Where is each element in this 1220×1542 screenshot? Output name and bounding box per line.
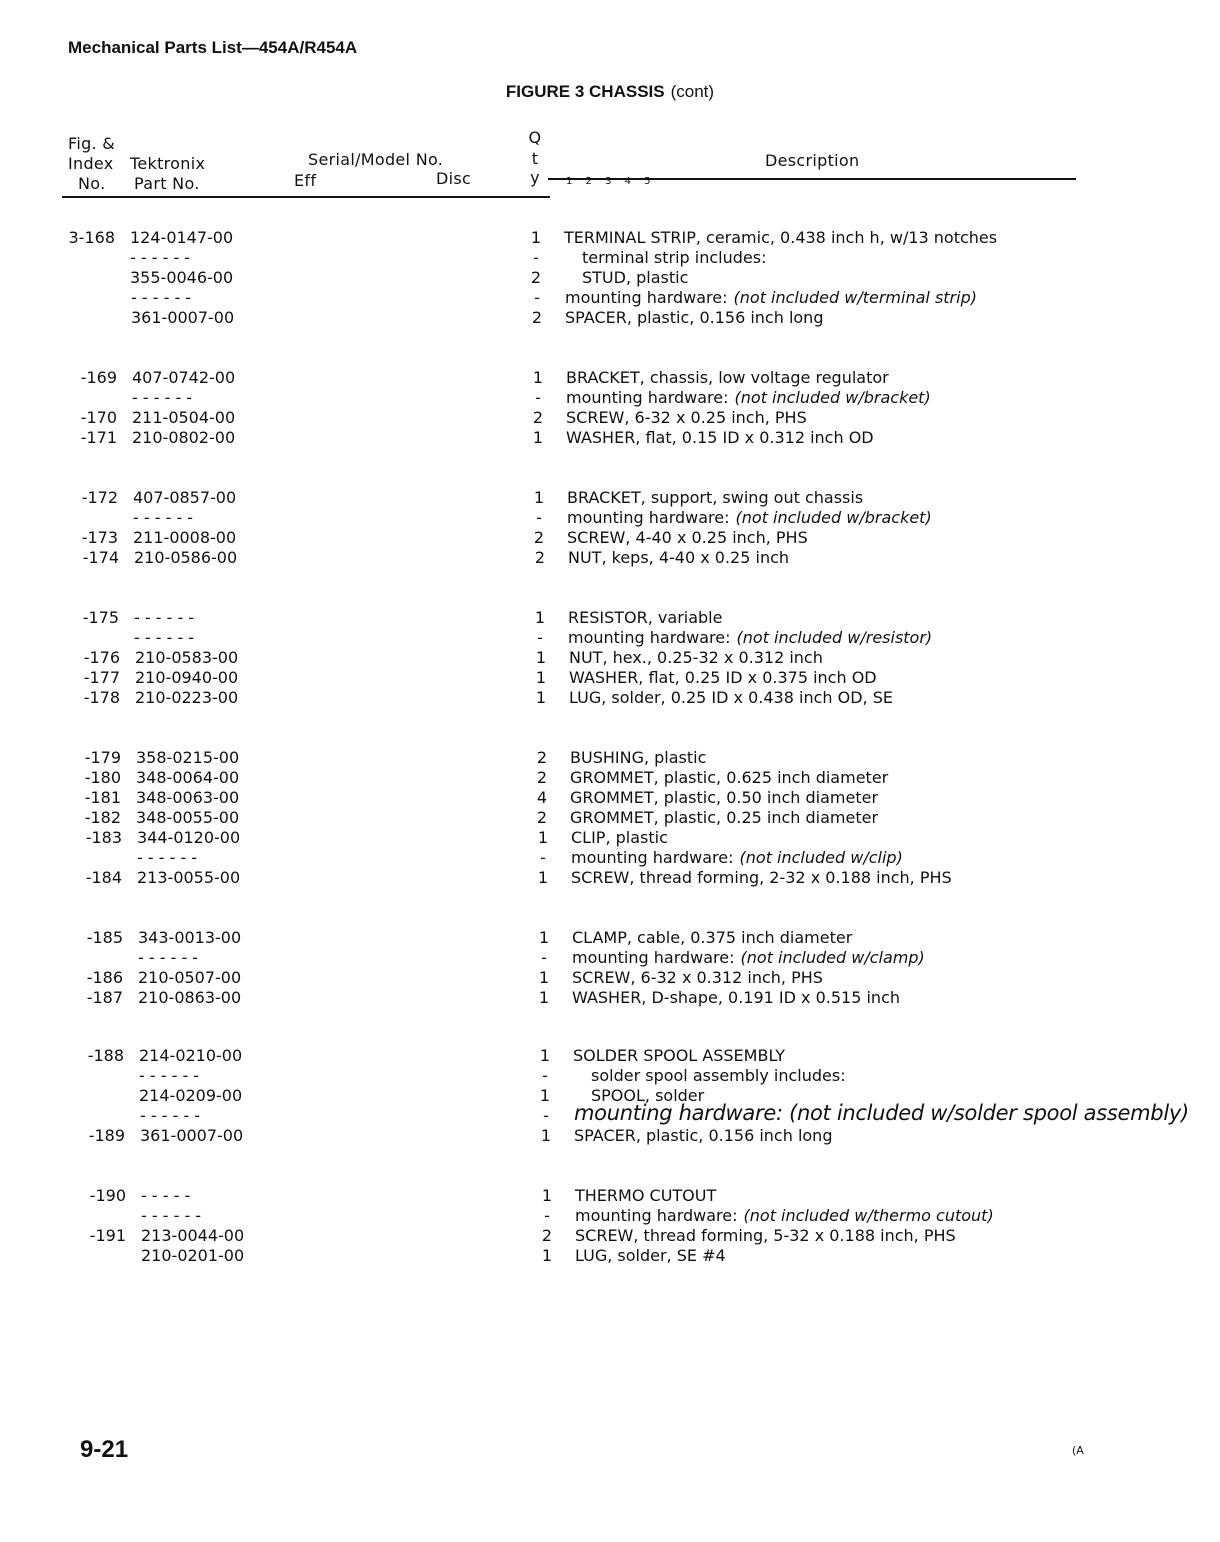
row-description-text: mounting hardware: (572, 948, 735, 967)
row-description-text: NUT, keps, 4-40 x 0.25 inch (568, 548, 790, 567)
table-row (0, 648, 1220, 668)
row-quantity: 1 (532, 428, 544, 447)
row-index: -182 (84, 808, 121, 827)
row-quantity: - (543, 1106, 549, 1125)
row-description-text: SOLDER SPOOL ASSEMBLY (573, 1046, 785, 1065)
row-part-number: 407-0742-00 (132, 368, 236, 387)
header-qty-y: y (530, 168, 540, 187)
row-description-text: GROMMET, plastic, 0.625 inch diameter (570, 768, 889, 787)
row-part-number: 210-0201-00 (141, 1246, 245, 1265)
row-description (571, 848, 903, 868)
row-description-text: BRACKET, chassis, low voltage regulator (566, 368, 889, 387)
row-quantity: 1 (539, 1086, 551, 1105)
row-index: -187 (86, 988, 123, 1007)
row-quantity: - (534, 288, 540, 307)
header-eff: Eff (294, 171, 317, 190)
row-description (566, 368, 889, 388)
row-index: -183 (85, 828, 122, 847)
row-quantity: 1 (535, 648, 547, 667)
row-index: -176 (83, 648, 120, 667)
table-row (0, 528, 1220, 548)
row-index: -175 (82, 608, 119, 627)
table-row (0, 628, 1220, 648)
row-description-text: terminal strip includes: (582, 248, 767, 267)
row-description-text: SCREW, 4-40 x 0.25 inch, PHS (567, 528, 808, 547)
row-index: -189 (88, 1126, 125, 1145)
table-row (0, 1246, 1220, 1266)
table-row (0, 928, 1220, 948)
row-index: -186 (86, 968, 123, 987)
row-quantity: 1 (540, 1126, 552, 1145)
row-part-number: - - - - - (141, 1186, 191, 1205)
row-description-text: GROMMET, plastic, 0.25 inch diameter (570, 808, 879, 827)
row-description (574, 1103, 1189, 1123)
row-description-text: SPACER, plastic, 0.156 inch long (565, 308, 824, 327)
header-part-no: Part No. (134, 174, 200, 193)
row-part-number: 348-0055-00 (136, 808, 240, 827)
table-row (0, 488, 1220, 508)
row-part-number: 358-0215-00 (136, 748, 240, 767)
row-part-number: 361-0007-00 (131, 308, 235, 327)
row-part-number: 210-0583-00 (135, 648, 239, 667)
table-row (0, 948, 1220, 968)
table-row (0, 408, 1220, 428)
row-index: -184 (85, 868, 122, 887)
row-part-number: 213-0055-00 (137, 868, 241, 887)
row-description (573, 1046, 785, 1066)
row-description (571, 868, 952, 888)
row-description (575, 1186, 716, 1206)
row-description (575, 1246, 726, 1266)
table-row (0, 1186, 1220, 1206)
row-description-text: mounting hardware: (not included w/solder spool assembly) (574, 1101, 1189, 1125)
row-quantity: 1 (538, 988, 550, 1007)
row-part-number: 348-0064-00 (136, 768, 240, 787)
row-description (570, 808, 878, 828)
table-row (0, 548, 1220, 568)
header-tektronix: Tektronix (130, 154, 206, 173)
row-description-text: THERMO CUTOUT (575, 1186, 717, 1205)
row-description-text: WASHER, flat, 0.25 ID x 0.375 inch OD (569, 668, 877, 687)
header-rule-left (62, 196, 550, 198)
row-description (569, 648, 823, 668)
table-row (0, 828, 1220, 848)
row-quantity: 1 (533, 488, 545, 507)
row-part-number: - - - - - - (141, 1206, 202, 1225)
row-description (575, 1206, 994, 1226)
table-row (0, 688, 1220, 708)
table-row (0, 268, 1220, 288)
row-index: -173 (81, 528, 118, 547)
row-description (568, 548, 789, 568)
table-row (0, 768, 1220, 788)
row-quantity: 2 (532, 408, 544, 427)
row-description-text: BRACKET, support, swing out chassis (567, 488, 864, 507)
row-description (570, 768, 888, 788)
row-description (567, 488, 863, 508)
row-description-text: SCREW, 6-32 x 0.312 inch, PHS (572, 968, 823, 987)
row-part-number: 407-0857-00 (133, 488, 237, 507)
header-disc: Disc (436, 169, 472, 188)
row-description-text: mounting hardware: (565, 288, 728, 307)
row-quantity: 1 (534, 608, 546, 627)
table-row (0, 968, 1220, 988)
row-part-number: 210-0802-00 (132, 428, 236, 447)
row-description-text: NUT, hex., 0.25-32 x 0.312 inch (569, 648, 823, 667)
row-part-number: 211-0008-00 (133, 528, 237, 547)
row-description (572, 948, 925, 968)
row-part-number: - - - - - - (138, 948, 199, 967)
page-number: 9-21 (80, 1436, 129, 1463)
row-part-number: - - - - - - (132, 388, 193, 407)
row-description (566, 428, 874, 448)
row-part-number: 214-0209-00 (139, 1086, 243, 1105)
row-description-text: solder spool assembly includes: (591, 1066, 846, 1085)
row-quantity: 2 (541, 1226, 553, 1245)
row-description-text: SPOOL, solder (591, 1086, 705, 1105)
row-description-text: SCREW, thread forming, 2-32 x 0.188 inch, PHS (571, 868, 952, 887)
row-description (569, 688, 893, 708)
row-description (572, 968, 823, 988)
row-description-note: (not included w/resistor) (736, 628, 933, 647)
row-quantity: 2 (536, 748, 548, 767)
row-part-number: 210-0940-00 (135, 668, 239, 687)
row-part-number: 348-0063-00 (136, 788, 240, 807)
table-row (0, 668, 1220, 688)
header-qty-t: t (531, 149, 539, 168)
row-part-number: - - - - - - (130, 248, 191, 267)
row-part-number: 355-0046-00 (130, 268, 234, 287)
row-description (572, 928, 852, 948)
figure-title-main: FIGURE 3 CHASSIS (505, 82, 665, 101)
row-index: -169 (80, 368, 117, 387)
row-description-text: SCREW, thread forming, 5-32 x 0.188 inch, PHS (575, 1226, 956, 1245)
row-index: -172 (81, 488, 118, 507)
row-description-note: (not included w/terminal strip) (733, 288, 977, 307)
row-part-number: - - - - - - (137, 848, 198, 867)
row-description-text: LUG, solder, 0.25 ID x 0.438 inch OD, SE (569, 688, 893, 707)
row-part-number: - - - - - - (134, 608, 195, 627)
row-part-number: 124-0147-00 (130, 228, 234, 247)
row-quantity: 1 (532, 368, 544, 387)
row-description (569, 668, 877, 688)
row-description-text: BUSHING, plastic (570, 748, 707, 767)
row-description (582, 268, 688, 288)
row-description-text: STUD, plastic (582, 268, 689, 287)
table-row (0, 868, 1220, 888)
row-description (564, 228, 997, 248)
row-description (575, 1226, 956, 1246)
row-description-note: (not included w/bracket) (735, 508, 932, 527)
row-quantity: 2 (531, 308, 543, 327)
row-index: -179 (84, 748, 121, 767)
row-part-number: 210-0863-00 (138, 988, 242, 1007)
row-description (582, 248, 767, 268)
row-description (570, 748, 706, 768)
row-description-text: SPACER, plastic, 0.156 inch long (574, 1126, 833, 1145)
table-row (0, 388, 1220, 408)
row-description-text: WASHER, flat, 0.15 ID x 0.312 inch OD (566, 428, 874, 447)
row-quantity: - (542, 1066, 548, 1085)
row-description-note: (not included w/clip) (739, 848, 903, 867)
table-row (0, 508, 1220, 528)
row-quantity: 1 (541, 1246, 553, 1265)
row-quantity: - (537, 628, 543, 647)
row-description-text: TERMINAL STRIP, ceramic, 0.438 inch h, w/13 notches (564, 228, 998, 247)
row-description-text: mounting hardware: (568, 628, 731, 647)
row-quantity: 1 (537, 868, 549, 887)
row-index: -190 (89, 1186, 126, 1205)
row-description-note: (not included w/bracket) (734, 388, 931, 407)
row-quantity: 1 (538, 928, 550, 947)
row-index: -191 (89, 1226, 126, 1245)
row-part-number: 210-0507-00 (138, 968, 242, 987)
header-rule-right (548, 178, 1076, 180)
row-part-number: - - - - - - (133, 508, 194, 527)
table-row (0, 808, 1220, 828)
row-description-text: LUG, solder, SE #4 (575, 1246, 726, 1265)
row-description-text: SCREW, 6-32 x 0.25 inch, PHS (566, 408, 807, 427)
row-description (567, 508, 932, 528)
row-index: -171 (80, 428, 117, 447)
header-index: Index (68, 154, 114, 173)
row-index: -170 (80, 408, 117, 427)
running-head: Mechanical Parts List—454A/R454A (68, 38, 358, 57)
row-quantity: 1 (530, 228, 542, 247)
row-index: -185 (86, 928, 123, 947)
row-index: -174 (82, 548, 119, 567)
revision-mark: (A (1072, 1444, 1084, 1457)
row-quantity: - (535, 388, 541, 407)
row-part-number: 344-0120-00 (137, 828, 241, 847)
header-no: No. (78, 174, 106, 193)
table-row (0, 308, 1220, 328)
row-quantity: - (541, 948, 547, 967)
row-description (565, 288, 977, 308)
table-row (0, 988, 1220, 1008)
row-description (572, 988, 900, 1008)
table-row (0, 228, 1220, 248)
row-part-number: 361-0007-00 (140, 1126, 244, 1145)
row-description (567, 528, 808, 548)
row-description (574, 1126, 832, 1146)
row-quantity: 2 (536, 808, 548, 827)
row-part-number: - - - - - - (134, 628, 195, 647)
table-row (0, 788, 1220, 808)
row-description-note: (not included w/clamp) (740, 948, 925, 967)
table-row (0, 1101, 1220, 1126)
row-part-number: 210-0586-00 (134, 548, 238, 567)
row-description-text: WASHER, D-shape, 0.191 ID x 0.515 inch (572, 988, 901, 1007)
table-row (0, 1126, 1220, 1146)
row-quantity: - (540, 848, 546, 867)
row-part-number: 214-0210-00 (139, 1046, 243, 1065)
row-description (568, 628, 932, 648)
row-quantity: 2 (534, 548, 546, 567)
row-quantity: 2 (536, 768, 548, 787)
row-part-number: - - - - - - (140, 1106, 201, 1125)
row-part-number: - - - - - - (139, 1066, 200, 1085)
row-description-text: RESISTOR, variable (568, 608, 723, 627)
figure-title-cont: (cont) (670, 82, 715, 101)
row-quantity: - (533, 248, 539, 267)
row-description-text: mounting hardware: (566, 388, 729, 407)
row-description-text: GROMMET, plastic, 0.50 inch diameter (570, 788, 879, 807)
row-index: -188 (87, 1046, 124, 1065)
row-quantity: 1 (535, 688, 547, 707)
figure-title (0, 82, 1220, 102)
header-fig: Fig. & (68, 134, 116, 153)
table-row (0, 608, 1220, 628)
row-description (571, 828, 668, 848)
row-quantity: 2 (533, 528, 545, 547)
row-index: 3-168 (68, 228, 115, 247)
row-description (566, 408, 807, 428)
row-quantity: 1 (538, 968, 550, 987)
row-part-number: 211-0504-00 (132, 408, 236, 427)
table-row (0, 748, 1220, 768)
table-row (0, 1226, 1220, 1246)
row-quantity: 1 (537, 828, 549, 847)
table-row (0, 1046, 1220, 1066)
header-serial-model: Serial/Model No. (308, 150, 444, 169)
header-qty-scale: 1 2 3 4 5 (566, 176, 656, 187)
row-description-text: mounting hardware: (571, 848, 734, 867)
header-qty-q: Q (528, 128, 542, 147)
table-row (0, 288, 1220, 308)
row-part-number: 343-0013-00 (138, 928, 242, 947)
row-description (565, 308, 823, 328)
row-quantity: 2 (530, 268, 542, 287)
row-index: -178 (83, 688, 120, 707)
row-description-text: mounting hardware: (575, 1206, 738, 1225)
row-description (591, 1066, 846, 1086)
row-quantity: 4 (536, 788, 548, 807)
table-row (0, 1066, 1220, 1086)
row-description (566, 388, 931, 408)
row-quantity: - (536, 508, 542, 527)
row-description-text: CLIP, plastic (571, 828, 668, 847)
header-description: Description (765, 151, 860, 170)
row-description-note: (not included w/thermo cutout) (743, 1206, 994, 1225)
table-row (0, 428, 1220, 448)
table-row (0, 848, 1220, 868)
row-description-text: CLAMP, cable, 0.375 inch diameter (572, 928, 853, 947)
row-index: -177 (83, 668, 120, 687)
row-description-text: mounting hardware: (567, 508, 730, 527)
table-row (0, 1206, 1220, 1226)
row-description (570, 788, 878, 808)
table-row (0, 368, 1220, 388)
row-quantity: 1 (535, 668, 547, 687)
row-quantity: 1 (541, 1186, 553, 1205)
row-quantity: - (544, 1206, 550, 1225)
row-part-number: - - - - - - (131, 288, 192, 307)
row-index: -181 (84, 788, 121, 807)
row-description (568, 608, 722, 628)
row-part-number: 210-0223-00 (135, 688, 239, 707)
row-quantity: 1 (539, 1046, 551, 1065)
table-row (0, 248, 1220, 268)
row-index: -180 (84, 768, 121, 787)
row-part-number: 213-0044-00 (141, 1226, 245, 1245)
